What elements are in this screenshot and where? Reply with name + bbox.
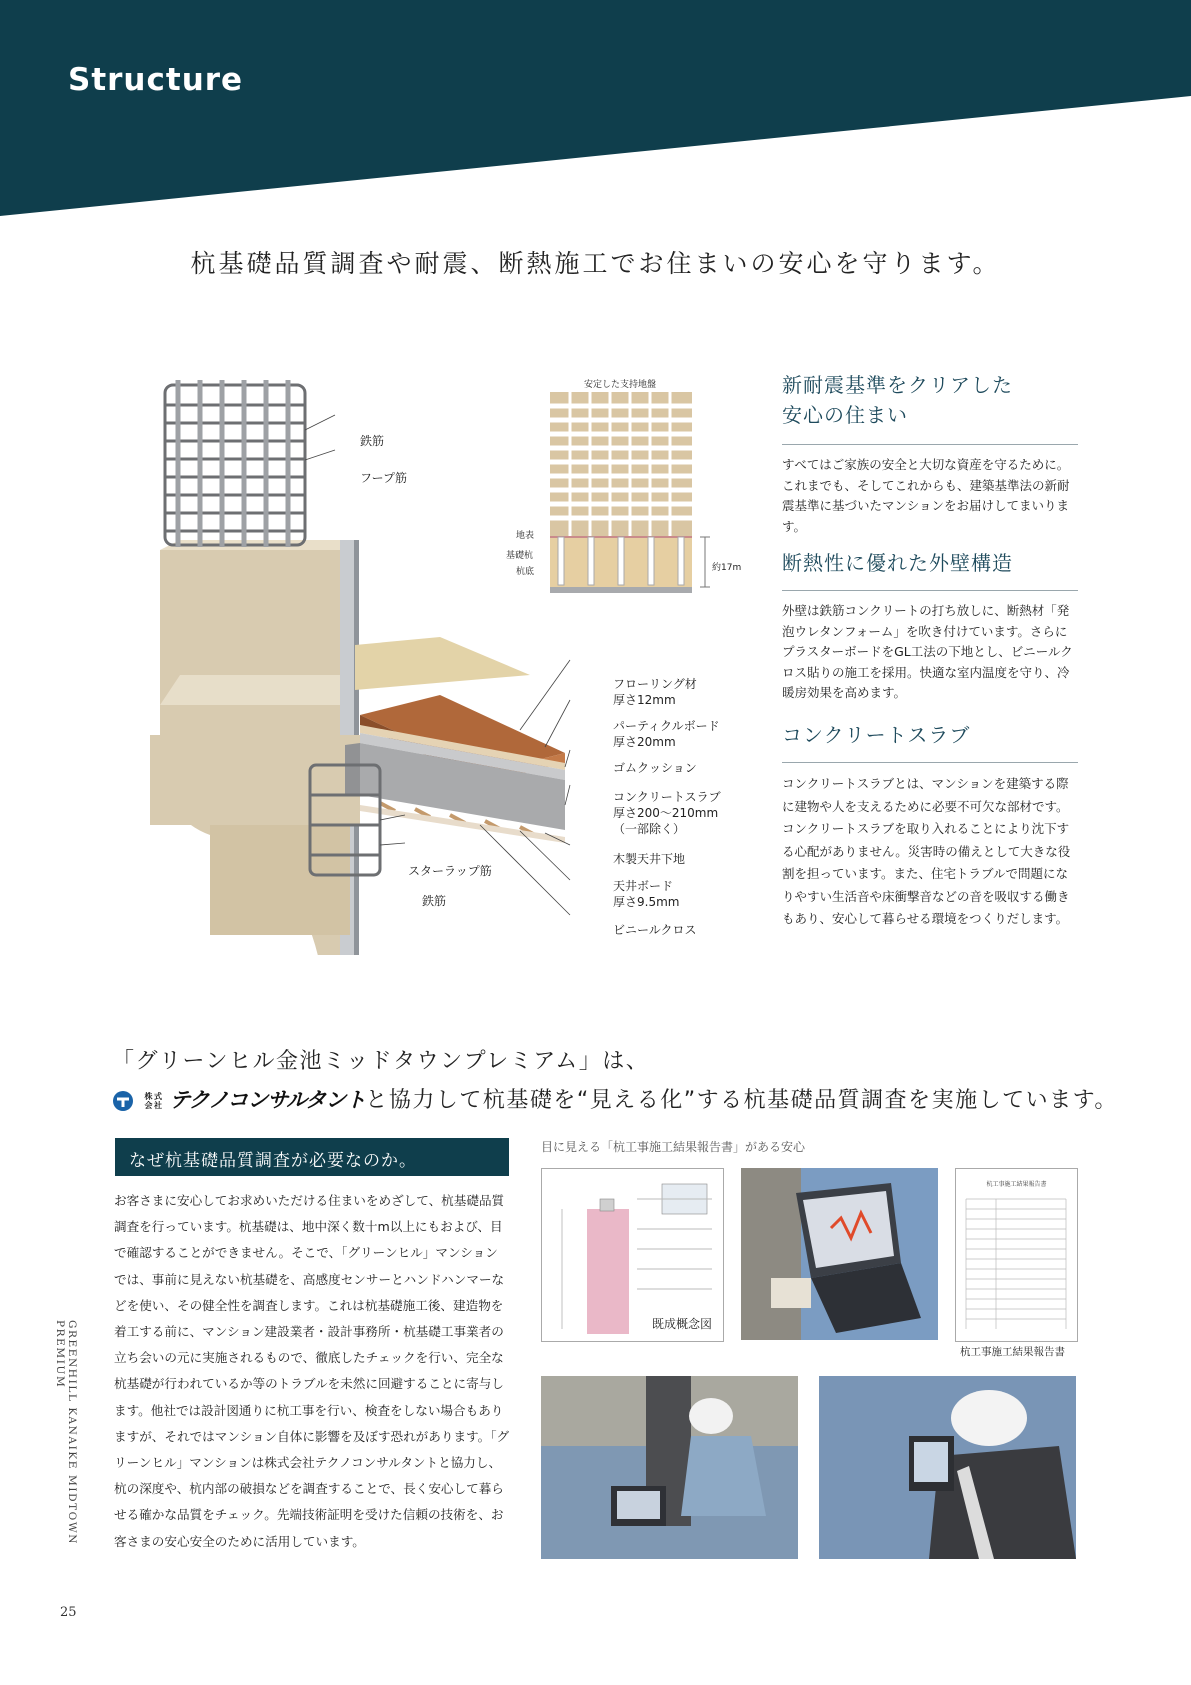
floor-layer-rubber: ゴムクッション xyxy=(613,761,697,775)
pile-depth-label: 約17m xyxy=(712,563,742,573)
report-doc-title: 杭工事施工結果報告書 xyxy=(986,1181,1047,1188)
section-insulation xyxy=(782,548,1078,704)
intro-line-2: 株式 会社 テクノコンサルタントと協力して杭基礎を“見える化”する杭基礎品質調査を実施しています。 xyxy=(112,1083,1118,1114)
pile-diagram xyxy=(540,392,730,607)
concept-diagram-label: 既成概念図 xyxy=(652,1317,713,1331)
pile-top-label: 安定した支持地盤 xyxy=(584,380,657,390)
ground-label: 地表 xyxy=(516,531,535,541)
page-number: 25 xyxy=(60,1605,77,1620)
why-heading-box xyxy=(115,1138,509,1176)
section-body: コンクリートスラブとは、マンションを建築する際に建物や人を支えるために必要不可欠な部材です。コンクリートスラブを取り入れることにより沈下する心配がありません。災害時の備えとして大きな役割を担っています。また、住宅トラブルで問題になりやすい生活音や床衝撃音などの音を吸収する働きもあり、安心して暮らせる環境をつくりだします。 xyxy=(782,776,1071,926)
section-slab xyxy=(782,720,1078,931)
section-body: すべてはご家族の安全と大切な資産を守るために。これまでも、そしてこれからも、建築基準法の新耐震基準に基づいたマンションをお届けしてまいります。 xyxy=(782,457,1070,534)
pile-bottom-label: 杭底 xyxy=(516,567,535,577)
why-body: お客さまに安心してお求めいただける住まいをめざして、杭基礎品質調査を行っています。杭基礎は、地中深く数十m以上にもおよび、目で確認することができません。そこで、「グリーンヒル」マンションでは、事前に見えない杭基礎を、高感度センサーとハンドハンマーなどを使い、その健全性を調査します。これは杭基礎施工後、建造物を着工する前に、マンション建設業者・設計事務所・杭基礎工事業者の立ち会いの元に実施されるもので、徹底したチェックを行い、完全な杭基礎が行われているか等のトラブルを未然に回避することに寄与します。他社では設計図通りに杭工事を行い、検査をしない場合もありますが、それではマンション自体に影響を及ぼす恐れがあります。「グリーンヒル」マンションは株式会社テクノコンサルタントと協力し、杭の深度や、杭内部の破損などを調査することで、長く安心して暮らせる確かな品質をチェック。先端技術証明を受けた信頼の技術を、お客さまの安心安全のために活用しています。 xyxy=(114,1193,510,1549)
section-heading: コンクリートスラブ xyxy=(782,723,971,747)
headline: 杭基礎品質調査や耐震、断熱施工でお住まいの安心を守ります。 xyxy=(190,249,1001,278)
structure-diagram xyxy=(150,375,600,955)
foundation-pile-label: 基礎杭 xyxy=(506,551,534,561)
section-body: 外壁は鉄筋コンクリートの打ち放しに、断熱材「発泡ウレタンフォーム」を吹き付けています。さらにプラスターボードをGL工法の下地とし、ビニールクロス貼りの施工を採用。快適な室内温度を守り、冷暖房効果を高めます。 xyxy=(782,603,1073,700)
stirrup-label: スターラップ筋 xyxy=(408,864,492,878)
section-heading: 断熱性に優れた外壁構造 xyxy=(782,551,1013,575)
why-heading: なぜ杭基礎品質調査が必要なのか。 xyxy=(129,1151,417,1171)
report-form-lines xyxy=(956,1169,1077,1341)
floor-layer-ceiling-frame: 木製天井下地 xyxy=(613,852,686,866)
worker-photo-2 xyxy=(819,1376,1076,1559)
company-logo-text: テクノコンサルタント xyxy=(169,1088,366,1112)
worker-photo-2-image xyxy=(819,1376,1076,1559)
section-divider xyxy=(782,590,1078,591)
section-seismic xyxy=(782,370,1078,537)
floor-layer-particle-board: パーティクルボード 厚さ20mm xyxy=(613,719,720,749)
page-title: Structure xyxy=(68,62,244,98)
header-band xyxy=(0,0,1191,220)
hoop-label: フープ筋 xyxy=(360,471,408,485)
section-divider xyxy=(782,444,1078,445)
floor-layer-flooring: フローリング材 厚さ12mm xyxy=(613,677,697,707)
intro-line-1: 「グリーンヒル金池ミッドタウンプレミアム」は、 xyxy=(112,1049,650,1074)
beam-rebar-label: 鉄筋 xyxy=(422,894,447,908)
section-heading: 新耐震基準をクリアした 安心の住まい xyxy=(782,373,1013,427)
laptop-photo-image xyxy=(741,1168,938,1340)
vertical-brand: GREENHILL KANAIKE MIDTOWN PREMIUM xyxy=(54,1320,78,1546)
worker-photo-1 xyxy=(541,1376,798,1559)
section-divider xyxy=(782,762,1078,763)
company-prefix: 株式 会社 xyxy=(144,1092,164,1110)
report-label: 杭工事施工結果報告書 xyxy=(960,1346,1065,1358)
column-rebar-label: 鉄筋 xyxy=(360,434,385,448)
floor-layer-slab: コンクリートスラブ 厚さ200～210mm （一部除く） xyxy=(613,790,721,836)
photos-caption: 目に見える「杭工事施工結果報告書」がある安心 xyxy=(541,1140,806,1154)
floor-layer-ceiling-board: 天井ボード 厚さ9.5mm xyxy=(613,879,680,909)
floor-layer-vinyl: ビニールクロス xyxy=(613,923,697,937)
concept-diagram xyxy=(541,1168,724,1342)
technoconsultant-logo-icon xyxy=(112,1090,134,1112)
laptop-photo xyxy=(741,1168,938,1340)
report-document xyxy=(955,1168,1078,1342)
worker-photo-1-image xyxy=(541,1376,798,1559)
